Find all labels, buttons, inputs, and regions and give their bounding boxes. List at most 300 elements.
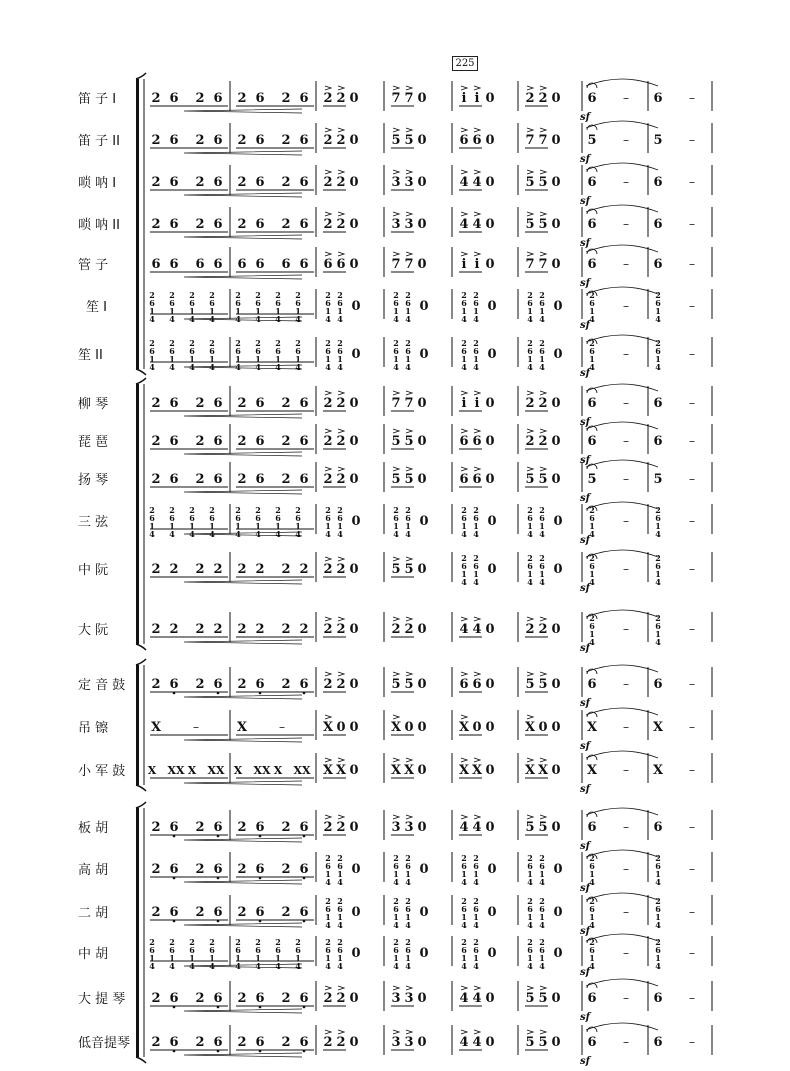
chord-note: 6 bbox=[255, 945, 261, 955]
chord-note: 1 bbox=[149, 306, 155, 316]
dash: – bbox=[623, 862, 629, 876]
note: 2 bbox=[336, 677, 346, 692]
chord-note: 6 bbox=[275, 298, 281, 308]
chord-note: 4 bbox=[295, 961, 301, 971]
chord-note: 2 bbox=[473, 290, 479, 300]
chord-note: 1 bbox=[655, 629, 661, 639]
note: 2 bbox=[195, 472, 205, 487]
chord-note: 4 bbox=[209, 529, 215, 539]
chord-note: 6 bbox=[473, 861, 479, 871]
chord-note: 1 bbox=[473, 869, 479, 879]
note: 2 bbox=[323, 562, 333, 577]
instrument-label: 定 音 鼓 bbox=[78, 678, 126, 693]
chord-note: 6 bbox=[539, 513, 545, 523]
note: 7 bbox=[391, 257, 401, 272]
note: 2 bbox=[237, 562, 247, 577]
chord-note: 4 bbox=[539, 920, 545, 930]
chord-note: 4 bbox=[393, 314, 399, 324]
note: 6 bbox=[653, 257, 663, 272]
note: 6 bbox=[653, 677, 663, 692]
tie bbox=[586, 979, 658, 986]
tie bbox=[586, 384, 658, 391]
note: 4 bbox=[472, 820, 482, 835]
note: 2 bbox=[195, 217, 205, 232]
chord-note: 6 bbox=[461, 298, 467, 308]
note: 2 bbox=[151, 472, 161, 487]
chord-note: 6 bbox=[655, 561, 661, 571]
accent-mark bbox=[527, 170, 533, 174]
chord-note: 1 bbox=[393, 306, 399, 316]
dynamic-sf: sf bbox=[580, 196, 590, 207]
chord-note: 1 bbox=[461, 354, 467, 364]
chord-note: 6 bbox=[169, 513, 175, 523]
accent-mark bbox=[393, 557, 399, 561]
accent-mark bbox=[393, 86, 399, 90]
chord-note: 4 bbox=[169, 362, 175, 372]
accent-mark bbox=[527, 715, 533, 719]
chord-note: 1 bbox=[325, 354, 331, 364]
rest: 0 bbox=[553, 946, 563, 961]
note: 2 bbox=[336, 820, 346, 835]
tie bbox=[586, 245, 658, 252]
note: 6 bbox=[299, 133, 309, 148]
accent-mark bbox=[325, 429, 331, 433]
note: 2 bbox=[336, 133, 346, 148]
accent-mark bbox=[474, 391, 480, 395]
chord-note: 4 bbox=[275, 529, 281, 539]
chord-note: 4 bbox=[539, 961, 545, 971]
chord-note: 1 bbox=[235, 521, 241, 531]
chord-note: 4 bbox=[461, 877, 467, 887]
accent-mark bbox=[461, 170, 467, 174]
chord-note: 1 bbox=[405, 354, 411, 364]
dash: – bbox=[689, 562, 695, 576]
accent-mark bbox=[325, 212, 331, 216]
crescendo bbox=[184, 781, 302, 785]
note: 2 bbox=[281, 862, 291, 877]
chord-note: 4 bbox=[461, 362, 467, 372]
note: 0 bbox=[349, 622, 359, 637]
dynamic-sf: sf bbox=[580, 417, 590, 428]
instrument-label: 琵 琶 bbox=[78, 435, 109, 450]
accent-mark bbox=[540, 429, 546, 433]
note: 2 bbox=[151, 562, 161, 577]
note: 5 bbox=[587, 133, 597, 148]
chord-note: 1 bbox=[325, 306, 331, 316]
chord-note: 2 bbox=[393, 853, 399, 863]
chord-note: 4 bbox=[405, 314, 411, 324]
dynamic-sf: sf bbox=[580, 112, 590, 123]
note: 6 bbox=[213, 991, 223, 1006]
note: 0 bbox=[551, 257, 561, 272]
chord-note: 1 bbox=[189, 354, 195, 364]
note: 6 bbox=[587, 820, 597, 835]
note: 7 bbox=[404, 257, 414, 272]
chord-note: 2 bbox=[169, 338, 175, 348]
dash: – bbox=[689, 217, 695, 231]
accent-mark bbox=[325, 170, 331, 174]
chord-note: 4 bbox=[337, 877, 343, 887]
accent-mark bbox=[338, 557, 344, 561]
drum-note: XX bbox=[207, 764, 225, 777]
chord-note: 1 bbox=[461, 306, 467, 316]
chord-note: 2 bbox=[325, 338, 331, 348]
chord-note: 6 bbox=[473, 513, 479, 523]
note: 6 bbox=[336, 257, 346, 272]
chord-note: 6 bbox=[473, 298, 479, 308]
note: 0 bbox=[417, 133, 427, 148]
note: 6 bbox=[459, 434, 469, 449]
chord-note: 1 bbox=[539, 306, 545, 316]
chord-note: 4 bbox=[473, 577, 479, 587]
chord-note: 2 bbox=[655, 937, 661, 947]
note: 0 bbox=[485, 434, 495, 449]
chord-note: 6 bbox=[255, 513, 261, 523]
note: 6 bbox=[587, 1035, 597, 1050]
note: 6 bbox=[653, 434, 663, 449]
note: 6 bbox=[299, 175, 309, 190]
note: 0 bbox=[551, 622, 561, 637]
chord-note: 1 bbox=[169, 354, 175, 364]
chord-note: 4 bbox=[189, 362, 195, 372]
accent-mark bbox=[461, 617, 467, 621]
chord-note: 1 bbox=[209, 354, 215, 364]
note: X bbox=[403, 763, 415, 778]
chord-note: 4 bbox=[235, 362, 241, 372]
chord-note: 6 bbox=[189, 945, 195, 955]
chord-note: 6 bbox=[275, 513, 281, 523]
chord-note: 4 bbox=[393, 961, 399, 971]
note: 7 bbox=[404, 91, 414, 106]
note: 2 bbox=[323, 1035, 333, 1050]
accent-mark bbox=[406, 252, 412, 256]
chord-note: 6 bbox=[235, 513, 241, 523]
chord-note: 1 bbox=[655, 354, 661, 364]
tie bbox=[586, 808, 658, 815]
chord-note: 2 bbox=[337, 853, 343, 863]
chord-note: 6 bbox=[295, 513, 301, 523]
chord-note: 6 bbox=[655, 621, 661, 631]
note: 2 bbox=[237, 991, 247, 1006]
dash: – bbox=[689, 946, 695, 960]
note: 6 bbox=[472, 677, 482, 692]
chord-note: 4 bbox=[275, 961, 281, 971]
dash: – bbox=[623, 946, 629, 960]
dash: – bbox=[623, 763, 629, 777]
note: 2 bbox=[525, 622, 535, 637]
chord-note: 4 bbox=[295, 362, 301, 372]
instrument-label: 低音提琴 bbox=[78, 1036, 131, 1051]
rest: 0 bbox=[487, 862, 497, 877]
chord-note: 4 bbox=[473, 877, 479, 887]
dash: – bbox=[689, 514, 695, 528]
note: 2 bbox=[323, 91, 333, 106]
note: 3 bbox=[391, 217, 401, 232]
note: 3 bbox=[404, 217, 414, 232]
note: 2 bbox=[151, 217, 161, 232]
chord-note: 2 bbox=[275, 937, 281, 947]
chord-note: 6 bbox=[589, 561, 595, 571]
note: 6 bbox=[587, 991, 597, 1006]
note: 2 bbox=[213, 622, 223, 637]
instrument-label: 吊 镲 bbox=[78, 721, 109, 736]
note: 2 bbox=[391, 622, 401, 637]
note: 6 bbox=[323, 257, 333, 272]
note: 2 bbox=[237, 434, 247, 449]
note: 5 bbox=[391, 677, 401, 692]
chord-note: 1 bbox=[393, 912, 399, 922]
chord-note: 4 bbox=[169, 529, 175, 539]
note: 6 bbox=[255, 1035, 265, 1050]
accent-mark bbox=[393, 128, 399, 132]
chord-note: 2 bbox=[255, 505, 261, 515]
chord-note: 1 bbox=[589, 306, 595, 316]
note: 0 bbox=[417, 720, 427, 735]
chord-note: 2 bbox=[337, 505, 343, 515]
note: 2 bbox=[323, 217, 333, 232]
crescendo bbox=[184, 580, 302, 584]
accent-mark bbox=[393, 467, 399, 471]
chord-note: 2 bbox=[527, 896, 533, 906]
instrument-label: 小 军 鼓 bbox=[78, 764, 126, 779]
note: 6 bbox=[587, 217, 597, 232]
note: 0 bbox=[551, 677, 561, 692]
chord-note: 4 bbox=[235, 961, 241, 971]
tie bbox=[586, 1023, 658, 1030]
note: 2 bbox=[281, 820, 291, 835]
note: 5 bbox=[404, 562, 414, 577]
chord-note: 2 bbox=[393, 338, 399, 348]
note: 0 bbox=[417, 472, 427, 487]
tie bbox=[586, 335, 658, 342]
chord-note: 4 bbox=[527, 877, 533, 887]
note: 0 bbox=[349, 991, 359, 1006]
note: 5 bbox=[525, 472, 535, 487]
rest: 0 bbox=[487, 347, 497, 362]
accent-mark bbox=[325, 86, 331, 90]
note: 2 bbox=[323, 677, 333, 692]
chord-note: 1 bbox=[169, 521, 175, 531]
chord-note: 6 bbox=[527, 298, 533, 308]
chord-note: 1 bbox=[539, 354, 545, 364]
note: 2 bbox=[336, 562, 346, 577]
dash: – bbox=[689, 133, 695, 147]
accent-mark bbox=[393, 252, 399, 256]
chord-note: 2 bbox=[235, 505, 241, 515]
chord-note: 1 bbox=[589, 953, 595, 963]
chord-note: 2 bbox=[275, 290, 281, 300]
chord-note: 6 bbox=[473, 561, 479, 571]
dash: – bbox=[623, 133, 629, 147]
note: 3 bbox=[404, 1035, 414, 1050]
instrument-label: 高 胡 bbox=[78, 863, 109, 878]
chord-note: 4 bbox=[589, 920, 595, 930]
chord-note: 1 bbox=[295, 306, 301, 316]
chord-note: 2 bbox=[149, 937, 155, 947]
accent-mark bbox=[527, 86, 533, 90]
note: X bbox=[390, 763, 402, 778]
accent-mark bbox=[461, 391, 467, 395]
chord-note: 4 bbox=[255, 529, 261, 539]
accent-mark bbox=[474, 617, 480, 621]
accent-mark bbox=[406, 86, 412, 90]
accent-mark bbox=[461, 212, 467, 216]
instrument-label: 板 胡 bbox=[78, 821, 109, 836]
dash: – bbox=[623, 622, 629, 636]
chord-note: 2 bbox=[527, 553, 533, 563]
note: 5 bbox=[404, 434, 414, 449]
chord-note: 2 bbox=[473, 853, 479, 863]
note: 6 bbox=[213, 677, 223, 692]
note: 6 bbox=[587, 257, 597, 272]
note: 2 bbox=[195, 434, 205, 449]
note: 6 bbox=[299, 905, 309, 920]
accent-mark bbox=[540, 672, 546, 676]
chord-note: 1 bbox=[393, 521, 399, 531]
note: 4 bbox=[472, 991, 482, 1006]
drum-note: XX bbox=[167, 764, 185, 777]
chord-note: 1 bbox=[275, 354, 281, 364]
chord-note: 6 bbox=[325, 513, 331, 523]
dash: – bbox=[689, 257, 695, 271]
dash: – bbox=[193, 720, 199, 734]
chord-note: 2 bbox=[255, 290, 261, 300]
chord-note: 6 bbox=[655, 945, 661, 955]
chord-note: 6 bbox=[393, 513, 399, 523]
note: 6 bbox=[299, 217, 309, 232]
note: 5 bbox=[391, 562, 401, 577]
note: 2 bbox=[151, 862, 161, 877]
chord-note: 6 bbox=[527, 346, 533, 356]
chord-note: 4 bbox=[539, 529, 545, 539]
note: 4 bbox=[472, 1035, 482, 1050]
chord-note: 2 bbox=[209, 338, 215, 348]
dash: – bbox=[689, 677, 695, 691]
chord-note: 1 bbox=[295, 953, 301, 963]
chord-note: 2 bbox=[295, 937, 301, 947]
crescendo bbox=[184, 532, 302, 536]
chord-note: 2 bbox=[189, 937, 195, 947]
dynamic-sf: sf bbox=[580, 320, 590, 331]
note: 6 bbox=[653, 91, 663, 106]
note: 2 bbox=[195, 91, 205, 106]
accent-mark bbox=[406, 1030, 412, 1034]
chord-note: 6 bbox=[589, 621, 595, 631]
chord-note: 4 bbox=[473, 529, 479, 539]
note: 6 bbox=[213, 257, 223, 272]
chord-note: 1 bbox=[149, 521, 155, 531]
note: 2 bbox=[237, 396, 247, 411]
accent-mark bbox=[338, 86, 344, 90]
dynamic-sf: sf bbox=[580, 238, 590, 249]
note: X bbox=[652, 720, 664, 735]
instrument-label: 三 弦 bbox=[78, 515, 109, 530]
tie bbox=[586, 708, 658, 715]
chord-note: 6 bbox=[169, 945, 175, 955]
chord-note: 6 bbox=[393, 945, 399, 955]
accent-mark bbox=[406, 617, 412, 621]
note: 0 bbox=[417, 175, 427, 190]
accent-mark bbox=[393, 758, 399, 762]
note: X bbox=[236, 720, 248, 735]
chord-note: 1 bbox=[655, 869, 661, 879]
tie bbox=[586, 850, 658, 857]
note: 2 bbox=[336, 396, 346, 411]
accent-mark bbox=[338, 252, 344, 256]
chord-note: 2 bbox=[337, 338, 343, 348]
chord-note: 4 bbox=[405, 362, 411, 372]
accent-mark bbox=[474, 86, 480, 90]
chord-note: 1 bbox=[473, 306, 479, 316]
note: 5 bbox=[404, 677, 414, 692]
note: 2 bbox=[336, 175, 346, 190]
note: 2 bbox=[323, 472, 333, 487]
accent-mark bbox=[527, 986, 533, 990]
accent-mark bbox=[540, 391, 546, 395]
chord-note: 2 bbox=[325, 853, 331, 863]
note: 2 bbox=[237, 133, 247, 148]
accent-mark bbox=[393, 986, 399, 990]
bracket-hook-bottom bbox=[136, 785, 146, 791]
crescendo bbox=[184, 640, 302, 644]
instrument-label: 唢 呐 II bbox=[78, 218, 120, 233]
note: 2 bbox=[538, 396, 548, 411]
chord-note: 4 bbox=[235, 314, 241, 324]
note: 0 bbox=[485, 133, 495, 148]
chord-note: 1 bbox=[405, 953, 411, 963]
chord-note: 2 bbox=[325, 290, 331, 300]
note: 2 bbox=[281, 175, 291, 190]
note: 6 bbox=[169, 820, 179, 835]
chord-note: 6 bbox=[539, 945, 545, 955]
chord-note: 2 bbox=[473, 505, 479, 515]
note: 6 bbox=[299, 472, 309, 487]
rest: 0 bbox=[487, 514, 497, 529]
chord-note: 4 bbox=[337, 920, 343, 930]
accent-mark bbox=[461, 672, 467, 676]
chord-note: 1 bbox=[209, 306, 215, 316]
chord-note: 1 bbox=[337, 953, 343, 963]
note: 4 bbox=[459, 175, 469, 190]
chord-note: 4 bbox=[473, 961, 479, 971]
chord-note: 4 bbox=[589, 637, 595, 647]
chord-note: 2 bbox=[589, 338, 595, 348]
note: 2 bbox=[195, 991, 205, 1006]
chord-note: 6 bbox=[149, 298, 155, 308]
accent-mark bbox=[540, 815, 546, 819]
chord-note: 2 bbox=[589, 290, 595, 300]
accent-mark bbox=[338, 617, 344, 621]
crescendo bbox=[184, 317, 302, 321]
note: 0 bbox=[485, 820, 495, 835]
crescendo bbox=[184, 738, 302, 742]
chord-note: 4 bbox=[393, 529, 399, 539]
note: 2 bbox=[237, 91, 247, 106]
chord-note: 2 bbox=[655, 505, 661, 515]
note: 6 bbox=[472, 472, 482, 487]
tie bbox=[586, 550, 658, 557]
note: 6 bbox=[169, 862, 179, 877]
note: 5 bbox=[538, 991, 548, 1006]
chord-note: 4 bbox=[393, 877, 399, 887]
chord-note: 4 bbox=[405, 877, 411, 887]
chord-note: 1 bbox=[209, 953, 215, 963]
chord-note: 4 bbox=[149, 362, 155, 372]
instrument-label: 二 胡 bbox=[78, 906, 109, 921]
accent-mark bbox=[338, 170, 344, 174]
chord-note: 1 bbox=[209, 521, 215, 531]
chord-note: 4 bbox=[539, 577, 545, 587]
